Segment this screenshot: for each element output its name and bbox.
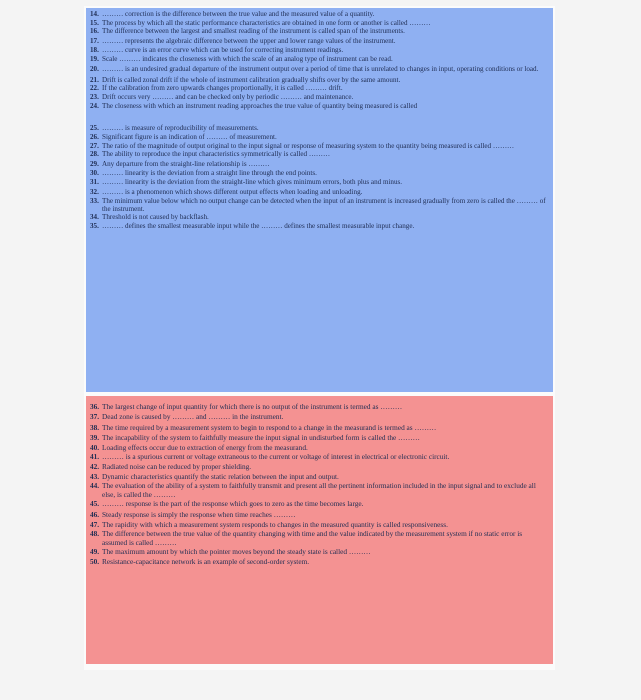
question-46: 46. Steady response is simply the response when time reaches ………: [90, 509, 296, 519]
question-30: 30. ……… linearity is the deviation from a straight line through the end points.: [90, 168, 317, 177]
blue-highlighted-section: [86, 8, 553, 392]
question-19: 19. Scale ……… indicates the closeness with which the scale of an analog type of instrument can be read.: [90, 55, 393, 64]
question-24: 24. The closeness with which an instrument reading approaches the true value of quantity being measured is called: [90, 102, 418, 111]
question-23: 23. Drift occurs very ……… and can be checked only by periodic ……… and maintenance.: [90, 93, 354, 102]
question-42: 42. Radiated noise can be reduced by proper shielding.: [90, 461, 252, 471]
red-highlighted-section: [86, 396, 553, 664]
question-29: 29. Any departure from the straight-line relationship is ………: [90, 159, 270, 168]
question-38: 38. The time required by a measurement system to begin to respond to a change in the measurand is termed as ………: [90, 422, 437, 432]
question-15: 15. The process by which all the static performance characteristics are obtained in one form or another is called ………: [90, 19, 431, 28]
question-43: 43. Dynamic characteristics quantify the static relation between the input and output.: [90, 472, 339, 482]
question-33: 33. The minimum value below which no output change can be detected when the input of an instrument is increased gradually from zero is called the ……… of the instrument.: [90, 196, 546, 213]
question-14: 14. ……… correction is the difference between the true value and the measured value of a quantity.: [90, 10, 375, 18]
question-39: 39. The incapability of the system to faithfully measure the input signal in undisturbed form is called the ………: [90, 432, 420, 442]
question-27: 27. The ratio of the magnitude of output original to the input signal or response of measuring system to the quantity being measured is called ………: [90, 142, 515, 151]
question-28: 28. The ability to reproduce the input characteristics symmetrically is called ………: [90, 150, 331, 159]
question-32: 32. ……… is a phenomenon which shows different output effects when loading and unloading.: [90, 187, 363, 196]
question-48: 48. The difference between the true value of the quantity changing with time and the value indicated by the measurement system if no static error is assumed is called ………: [90, 529, 523, 547]
question-25: 25. ……… is measure of reproducibility of measurements.: [90, 123, 259, 132]
question-35: 35. ……… defines the smallest measurable input while the ……… defines the smallest measurable input change.: [90, 222, 415, 231]
question-18: 18. ……… curve is an error curve which can be used for correcting instrument readings.: [90, 45, 344, 54]
question-41: 41. ……… is a spurious current or voltage extraneous to the current or voltage of interest in electrical or electronic circuit.: [90, 452, 450, 462]
question-31: 31. ……… linearity is the deviation from the straight-line which gives minimum errors, both plus and minus.: [90, 178, 403, 187]
question-49: 49. The maximum amount by which the pointer moves beyond the steady state is called ………: [90, 547, 371, 556]
question-21: 21. Drift is called zonal drift if the whole of instrument calibration gradually shifts over by the same amount.: [90, 75, 401, 84]
question-20: 20. ……… is an undesired gradual departure of the instrument output over a period of time that is unrelated to changes in input, operating conditions or load.: [90, 64, 539, 73]
question-44: 44. The evaluation of the ability of a system to faithfully transmit and present all the pertinent information included in the input signal and to exclude all else, is called the ………: [90, 481, 536, 499]
question-34: 34. Threshold is not caused by backflash.: [90, 213, 209, 222]
question-47: 47. The rapidity with which a measurement system responds to changes in the measured quantity is called responsiveness.: [90, 519, 448, 529]
question-50: 50. Resistance-capacitance network is an example of second-order system.: [90, 557, 310, 567]
question-37: 37. Dead zone is caused by ……… and ……… in the instrument.: [90, 412, 284, 422]
question-22: 22. If the calibration from zero upwards changes proportionally, it is called ……… drift.: [90, 83, 343, 92]
question-16: 16. The difference between the largest and smallest reading of the instrument is called span of the instruments.: [90, 27, 405, 36]
question-36: 36. The largest change of input quantity for which there is no output of the instrument is termed as ………: [90, 402, 403, 411]
question-17: 17. ……… represents the algebraic difference between the upper and lower range values of the instrument.: [90, 36, 396, 45]
question-26: 26. Significant figure is an indication of ……… of measurement.: [90, 132, 277, 141]
question-40: 40. Loading effects occur due to extraction of energy from the measurand.: [90, 443, 308, 453]
question-45: 45. ……… response is the part of the response which goes to zero as the time becomes large.: [90, 499, 364, 509]
